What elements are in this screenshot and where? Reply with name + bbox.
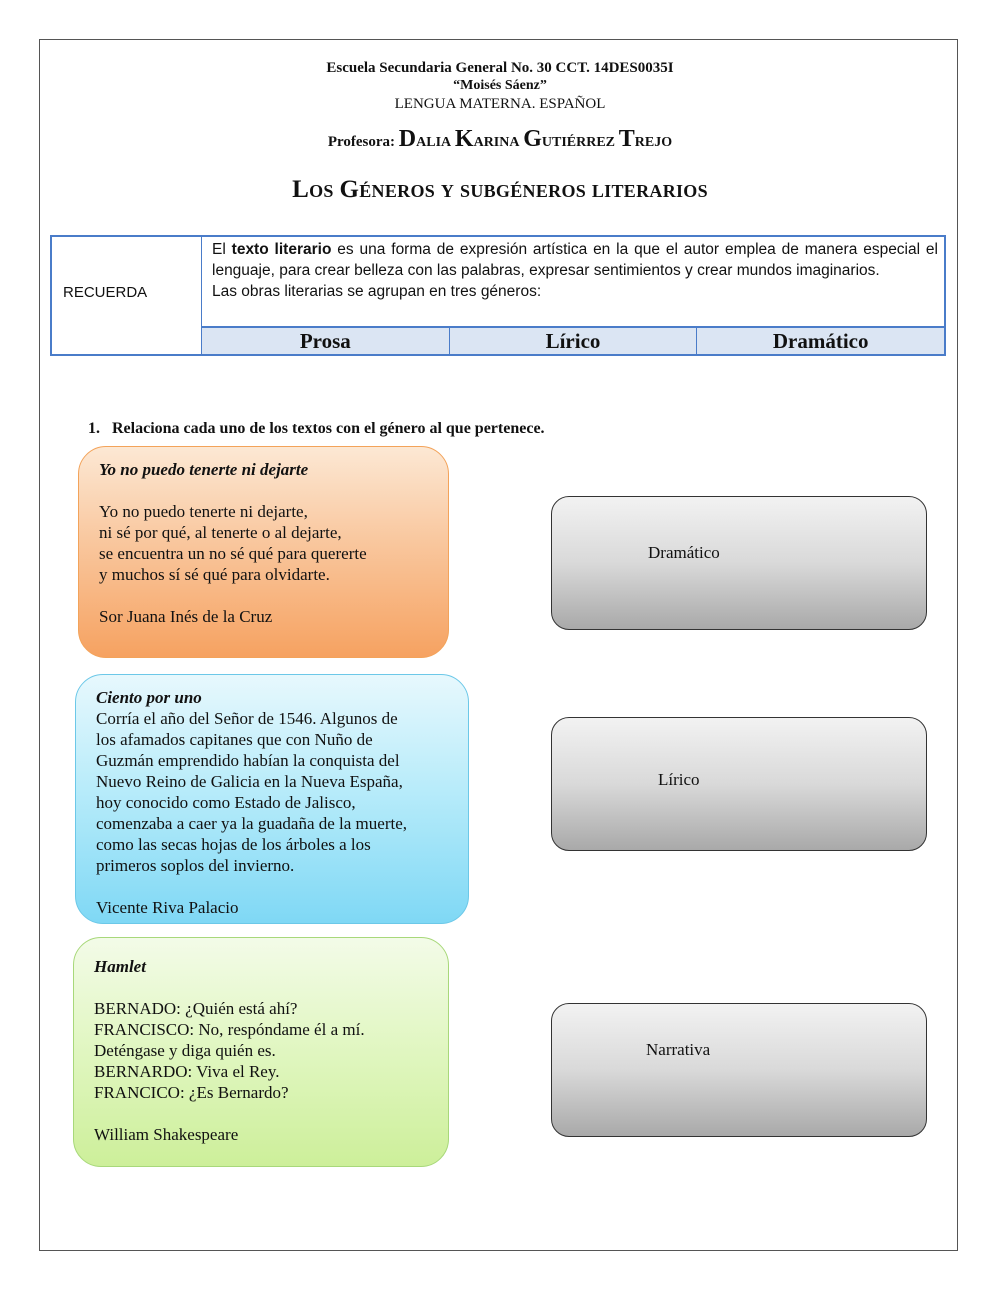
card-line: Nuevo Reino de Galicia en la Nueva España, [96, 772, 403, 791]
subject: LENGUA MATERNA. ESPAÑOL [394, 96, 606, 112]
target-label: Narrativa [646, 1040, 711, 1059]
question-1 [88, 420, 545, 438]
card-line: Corría el año del Señor de 1546. Algunos de [96, 709, 398, 728]
card-line: FRANCISCO: No, respóndame él a mí. [94, 1020, 365, 1039]
genre-lirico: Lírico [449, 328, 697, 354]
recuerda-text: El texto literario es una forma de expresión artística en la que el autor emplea de manera especial el lenguaje, para crear belleza con las palabras, expresar sentimientos y crear mundos imaginarios. Las obras literarias se agrupan en tres géneros: [212, 241, 938, 300]
card-line: Yo no puedo tenerte ni dejarte, [99, 502, 308, 521]
card-line: y muchos sí sé qué para olvidarte. [99, 565, 330, 584]
card-line: BERNARDO: Viva el Rey. [94, 1062, 280, 1081]
text-card-poem[interactable] [78, 446, 449, 658]
card-title: Yo no puedo tenerte ni dejarte [99, 460, 309, 479]
texto-literario-term: texto literario [231, 241, 332, 258]
text-card-drama[interactable] [73, 937, 449, 1167]
school-name: Escuela Secundaria General No. 30 CCT. 14DES0035I [326, 60, 674, 76]
recuerda-box [50, 235, 946, 356]
text-card-prose[interactable] [75, 674, 469, 924]
teacher-line [0, 126, 1000, 153]
genre-row [202, 326, 944, 354]
card-line: ni sé por qué, al tenerte o al dejarte, [99, 523, 342, 542]
card-author: Sor Juana Inés de la Cruz [99, 607, 273, 626]
target-label: Lírico [658, 770, 700, 789]
teacher-name: DALIA KARINA GUTIÉRREZ TREJO [398, 126, 673, 152]
card-line: FRANCICO: ¿Es Bernardo? [94, 1083, 289, 1102]
school-nickname: “Moisés Sáenz” [453, 78, 547, 93]
target-dramatico[interactable] [551, 496, 927, 630]
card-line: Guzmán emprendido habían la conquista del [96, 751, 400, 770]
genre-prosa: Prosa [299, 329, 351, 353]
card-title: Hamlet [94, 957, 146, 976]
card-author: William Shakespeare [94, 1125, 239, 1144]
groups-sentence: Las obras literarias se agrupan en tres géneros: [212, 283, 542, 300]
card-author: Vicente Riva Palacio [96, 898, 239, 917]
teacher-label: Profesora: [327, 134, 396, 150]
page-title: LOS GÉNEROS Y SUBGÉNEROS LITERARIOS [292, 176, 708, 203]
card-line: hoy conocido como Estado de Jalisco, [96, 793, 356, 812]
card-line: primeros soplos del invierno. [96, 856, 295, 875]
card-line: los afamados capitanes que con Nuño de [96, 730, 373, 749]
question-number: 1. [88, 420, 100, 437]
card-line: Deténgase y diga quién es. [94, 1041, 276, 1060]
genre-dramatico: Dramático [696, 328, 944, 354]
target-label: Dramático [648, 543, 720, 562]
card-line: comenzaba a caer ya la guadaña de la muerte, [96, 814, 408, 833]
card-title: Ciento por uno [96, 688, 202, 707]
target-narrativa[interactable] [551, 1003, 927, 1137]
question-text: Relaciona cada uno de los textos con el género al que pertenece. [112, 420, 545, 437]
target-lirico[interactable] [551, 717, 927, 851]
card-line: como las secas hojas de los árboles a los [96, 835, 371, 854]
card-line: BERNADO: ¿Quién está ahí? [94, 999, 298, 1018]
card-line: se encuentra un no sé qué para quererte [99, 544, 367, 563]
recuerda-label: RECUERDA [52, 237, 202, 354]
